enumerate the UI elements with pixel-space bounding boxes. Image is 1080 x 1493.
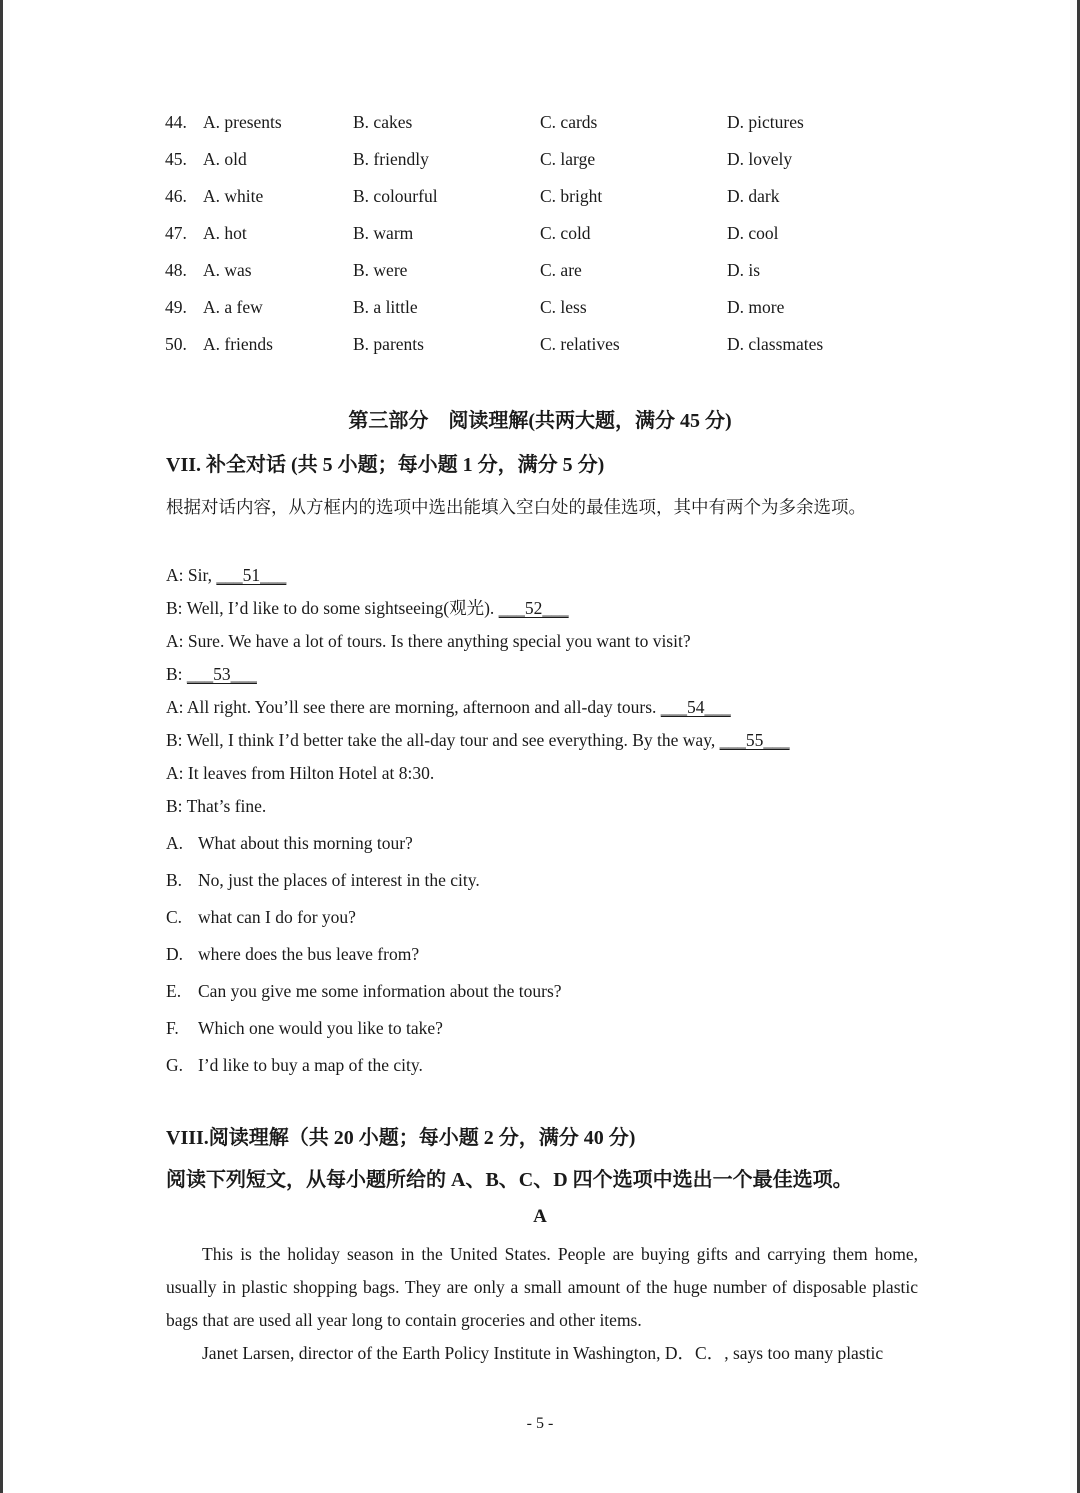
option-c: C. are bbox=[540, 260, 582, 280]
passage-paragraph-2: Janet Larsen, director of the Earth Policy Institute in Washington, D．C．, says too many plastic bbox=[202, 1343, 884, 1363]
answer-blank: ___54___ bbox=[660, 697, 731, 717]
choice-list bbox=[165, 110, 925, 369]
passage-paragraph-1: This is the holiday season in the United States. People are buying gifts and carrying them home, usually in plastic shopping bags. They are only a small amount of the huge number of disposable plastic bags that are used all year long to contain groceries and other items. bbox=[166, 1244, 918, 1330]
choice-row bbox=[165, 147, 925, 184]
option-a: A. friends bbox=[203, 334, 273, 354]
option-item bbox=[166, 941, 926, 978]
part-title: 第三部分 阅读理解(共两大题，满分 45 分) bbox=[348, 410, 732, 432]
page-number: - 5 - bbox=[526, 1415, 554, 1432]
dialog-line bbox=[166, 694, 926, 727]
choice-row bbox=[165, 221, 925, 258]
question-number: 45. bbox=[165, 149, 187, 169]
dialog-text: B: bbox=[166, 664, 187, 684]
question-number: 49. bbox=[165, 297, 187, 317]
question-number: 48. bbox=[165, 260, 187, 280]
option-b: B. friendly bbox=[353, 149, 429, 169]
option-letter: D. bbox=[166, 944, 184, 964]
option-item bbox=[166, 867, 926, 904]
option-item bbox=[166, 978, 926, 1015]
option-d: D. cool bbox=[727, 223, 779, 243]
dialog-text: A: Sure. We have a lot of tours. Is there anything special you want to visit? bbox=[166, 631, 691, 651]
choice-row bbox=[165, 184, 925, 221]
question-number: 47. bbox=[165, 223, 187, 243]
option-c: C. relatives bbox=[540, 334, 620, 354]
option-d: D. more bbox=[727, 297, 785, 317]
section-8-title: VIII.阅读理解（共 20 小题；每小题 2 分，满分 40 分) bbox=[166, 1127, 636, 1149]
option-text: Which one would you like to take? bbox=[198, 1018, 443, 1038]
choice-row bbox=[165, 332, 925, 369]
dialog-options bbox=[166, 830, 926, 1089]
dialog-line bbox=[166, 661, 926, 694]
passage-label: A bbox=[533, 1206, 547, 1227]
answer-blank: ___53___ bbox=[186, 664, 257, 684]
section-8-instruction: 阅读下列短文，从每小题所给的 A、B、C、D 四个选项中选出一个最佳选项。 bbox=[166, 1169, 853, 1191]
option-item bbox=[166, 830, 926, 867]
option-letter: C. bbox=[166, 907, 183, 927]
section-7-title: VII. 补全对话 (共 5 小题；每小题 1 分，满分 5 分) bbox=[166, 454, 605, 476]
option-item bbox=[166, 1015, 926, 1052]
dialog-line bbox=[166, 760, 926, 793]
option-letter: F. bbox=[166, 1018, 179, 1038]
option-b: B. warm bbox=[353, 223, 414, 243]
option-c: C. cold bbox=[540, 223, 591, 243]
answer-blank: ___55___ bbox=[719, 730, 790, 750]
option-item bbox=[166, 1052, 926, 1089]
option-c: C. cards bbox=[540, 112, 598, 132]
option-text: Can you give me some information about the tours? bbox=[198, 981, 562, 1001]
option-a: A. presents bbox=[203, 112, 282, 132]
option-text: where does the bus leave from? bbox=[198, 944, 420, 964]
option-d: D. is bbox=[727, 260, 761, 280]
option-b: B. cakes bbox=[353, 112, 413, 132]
dialog-text: A: All right. You’ll see there are morning, afternoon and all-day tours. bbox=[166, 697, 661, 717]
choice-row bbox=[165, 110, 925, 147]
option-letter: E. bbox=[166, 981, 182, 1001]
option-a: A. old bbox=[203, 149, 247, 169]
option-item bbox=[166, 904, 926, 941]
dialog-text: B: Well, I’d like to do some sightseeing(观光). bbox=[166, 598, 499, 618]
option-text: what can I do for you? bbox=[198, 907, 356, 927]
dialog-text: B: That’s fine. bbox=[166, 796, 267, 816]
dialog-line bbox=[166, 562, 926, 595]
option-d: D. pictures bbox=[727, 112, 804, 132]
option-text: I’d like to buy a map of the city. bbox=[198, 1055, 423, 1075]
option-b: B. parents bbox=[353, 334, 424, 354]
option-d: D. classmates bbox=[727, 334, 824, 354]
option-a: A. a few bbox=[203, 297, 263, 317]
option-b: B. were bbox=[353, 260, 408, 280]
section-7-instruction: 根据对话内容，从方框内的选项中选出能填入空白处的最佳选项，其中有两个为多余选项。 bbox=[166, 497, 866, 517]
dialog-text: A: It leaves from Hilton Hotel at 8:30. bbox=[166, 763, 435, 783]
option-b: B. colourful bbox=[353, 186, 438, 206]
answer-blank: ___51___ bbox=[216, 565, 287, 585]
option-text: What about this morning tour? bbox=[198, 833, 413, 853]
option-d: D. dark bbox=[727, 186, 780, 206]
dialog-line bbox=[166, 727, 926, 760]
option-d: D. lovely bbox=[727, 149, 793, 169]
option-c: C. less bbox=[540, 297, 587, 317]
question-number: 44. bbox=[165, 112, 187, 132]
option-c: C. large bbox=[540, 149, 596, 169]
dialog-line bbox=[166, 793, 926, 826]
dialog-line bbox=[166, 595, 926, 628]
answer-blank: ___52___ bbox=[498, 598, 569, 618]
dialog-text: A: Sir, bbox=[166, 565, 217, 585]
question-number: 50. bbox=[165, 334, 187, 354]
option-letter: G. bbox=[166, 1055, 184, 1075]
option-a: A. hot bbox=[203, 223, 247, 243]
choice-row bbox=[165, 295, 925, 332]
dialog bbox=[166, 562, 926, 826]
option-a: A. white bbox=[203, 186, 264, 206]
question-number: 46. bbox=[165, 186, 187, 206]
dialog-text: B: Well, I think I’d better take the all-day tour and see everything. By the way, bbox=[166, 730, 720, 750]
choice-row bbox=[165, 258, 925, 295]
option-a: A. was bbox=[203, 260, 252, 280]
option-b: B. a little bbox=[353, 297, 418, 317]
dialog-line bbox=[166, 628, 926, 661]
option-letter: A. bbox=[166, 833, 184, 853]
option-text: No, just the places of interest in the city. bbox=[198, 870, 480, 890]
option-letter: B. bbox=[166, 870, 183, 890]
option-c: C. bright bbox=[540, 186, 603, 206]
